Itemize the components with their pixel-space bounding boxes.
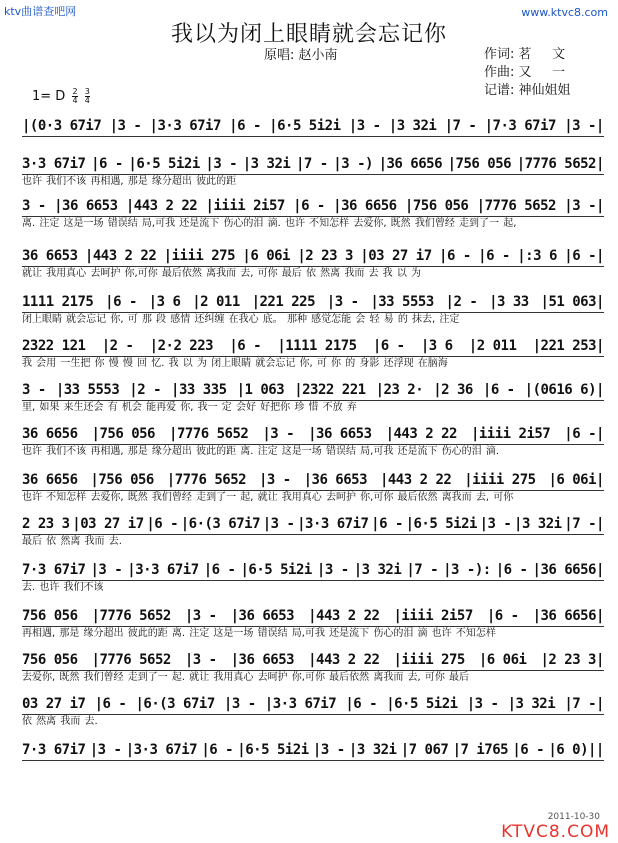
measure: |33 5553 [55,382,120,398]
site-name: ktv曲谱查吧网 [4,5,77,18]
measure: 756 056 [22,608,78,624]
measure: 36 6656 [22,426,78,442]
song-title: 我以为闭上眼睛就会忘记你 [170,22,447,47]
measure: |2 - [445,294,478,310]
measure: |6 - [229,118,261,134]
lyric-line: 就让 我用真心 去呵护 你,可你 最后依然 离我而 去, 可你 最后 依 然离 我而 去 我 以 为 [22,268,422,279]
measure: |6 06i [242,248,290,264]
measure: |3 - [109,118,142,134]
measure: |7 -| [564,696,604,712]
site-url[interactable]: www.ktvc8.com [521,6,608,19]
original-singer: 原唱: 赵小南 [264,48,338,63]
measure: |iiii 275 [393,652,465,668]
notation-line [22,606,604,627]
measure: |7 - [444,118,477,134]
measure: |3 - [223,696,256,712]
measure: |2 - [101,338,134,354]
measure: 03 27 i7 [22,696,86,712]
measure: |443 2 22 [125,198,198,214]
measure: |6 - [512,742,545,758]
measure: |443 2 22 [308,608,380,624]
notation-line [22,292,604,313]
measure: |iiii 2i57 [205,198,285,214]
measure: |6·5 5i2i [237,742,309,758]
measure: |36 6656| [532,562,604,578]
measure: |6·5 5i2i [405,516,477,532]
measure: |3 - [262,516,295,532]
measure: |6 - [293,198,325,214]
measure: |3 - [184,652,217,668]
measure: |6 - [371,516,403,532]
measure: |756 056 [91,426,155,442]
measure: |221 253| [532,338,604,354]
measure: |:3 6 [517,248,557,264]
measure: |3·3 67i7 [125,742,198,758]
measure: |36 6656 [333,198,397,214]
measure: |7 i765 [452,742,509,758]
measure: |6 - [439,248,471,264]
measure: |3·3 67i7 [264,696,337,712]
lyric-line: 也许 不知怎样 去爱你, 既然 我们曾经 走到了一 起, 就让 我用真心 去呵护 你,可你 最后依然 离我而 去, 可你 [22,492,514,503]
measure: |36 6656 [378,156,442,172]
measure: |221 225 [251,294,315,310]
measure: |3 - [326,294,359,310]
notation-line [22,514,604,535]
measure: |2322 221 [294,382,366,398]
measure: 3·3 67i7 [22,156,86,172]
measure: |6 - [203,562,236,578]
measure: |7 067 [400,742,449,758]
measure: |3 -| [564,198,604,214]
measure: |iiii 2i57 [393,608,473,624]
measure: |443 2 22 [379,472,452,488]
measure: |7776 5652 [91,652,171,668]
measure: |3 - [348,118,381,134]
measure: |iiii 2i57 [470,426,551,442]
measure: |6 - [478,248,510,264]
measure: |36 6653 [230,608,295,624]
measure: |6 -| [564,426,604,442]
measure: |756 056 [447,156,512,172]
measure: 3 - [22,382,46,398]
lyric-line: 也许 我们不该 再相遇, 那是 缘分超出 彼此的距 [22,176,237,187]
key-signature [32,88,90,105]
notation-line [22,246,604,267]
measure: 1111 2175 [22,294,94,310]
measure: |3·3 67i7 [127,562,199,578]
measure: |3 -): [443,562,491,578]
credits [484,46,571,100]
measure: 756 056 [22,652,78,668]
measure: |6·5 5i2i [240,562,312,578]
measure: |6·(3 67i7 [135,696,215,712]
measure: |3 - [316,562,349,578]
notation-line [22,196,604,217]
lyricist: 作词: 茗 文 [484,47,566,62]
measure: |756 056 [90,472,154,488]
time-signature-2: $\frac{3}{4}$ [84,87,90,105]
measure: |6 - [345,696,378,712]
measure: |36 6653 [303,472,368,488]
measure: |3 - [479,516,512,532]
lyric-line: 最后 依 然离 我而 去. [22,536,122,547]
measure: |6 - [94,696,127,712]
notation-line [22,116,604,137]
measure: |1111 2175 [277,338,357,354]
lyric-line: 去爱你, 既然 我们曾经 走到了一 起. 就让 我用真心 去呵护 你,可你 最后依然 离我而 去, 可你 最后 [22,672,470,683]
time-signature-1: $\frac{2}{4}$ [72,87,78,105]
measure: |3 33 [489,294,529,310]
measure: |3 32i [507,696,556,712]
notation-line [22,560,604,581]
measure: |2·2 223 [149,338,214,354]
composer: 作曲: 又 一 [484,65,566,80]
measure: |3 32i [348,742,397,758]
measure: 7·3 67i7 [22,562,86,578]
measure: |2 23 3 [297,248,353,264]
notation-line [22,470,604,491]
measure: |3 6 [420,338,453,354]
measure: |7 - [406,562,439,578]
measure: |2 011 [192,294,240,310]
measure: 36 6656 [22,472,78,488]
measure: |51 063| [540,294,604,310]
measure: |6 - [201,742,234,758]
measure: |6 - [105,294,137,310]
lyric-line [22,137,604,151]
measure: |3 - [312,742,345,758]
measure: |3 -| [564,118,604,134]
measure: |(0616 6)| [524,382,604,398]
measure: |7 - [295,156,328,172]
measure: |2 - [129,382,162,398]
lyric-line [22,761,604,775]
notation-line [22,380,604,401]
measure: |7 -| [564,516,604,532]
measure: |03 27 i7 [360,248,432,264]
measure: |6 - [495,562,528,578]
measure: |6 0)|| [548,742,604,758]
lyric-line: 去. 也许 我们不该 [22,582,104,593]
measure: |7776 5652 [169,426,249,442]
notation-line [22,336,604,357]
measure: |3 - [90,562,123,578]
measure: |3 -) [333,156,373,172]
lyric-line: 也许 我们不该 再相遇, 那是 缘分超出 彼此的距 离. 注定 这是一场 错误结 局,可我 还是流下 伤心的泪 滴. [22,446,500,457]
measure: |3·3 67i7 [149,118,221,134]
transcriber: 记谱: 神仙姐姐 [484,83,571,98]
measure: 36 6653 [22,248,78,264]
lyric-line: 我 会用 一生把 你 慢 慢 回 忆. 我 以 为 闭上眼睛 就会忘记 你, 可 你 的 身影 还浮现 在脑海 [22,358,448,369]
measure: |1 063 [236,382,285,398]
date: 2011-10-30 [547,812,600,822]
watermark-logo: KTVC8.COM [501,822,610,842]
measure: |6 -| [564,248,604,264]
measure: |7776 5652| [516,156,604,172]
measure: |23 2· [375,382,424,398]
measure: |36 6653 [308,426,372,442]
notation-line [22,740,604,761]
notation-line [22,154,604,175]
measure: |3 32i [353,562,402,578]
measure: |6 - [486,608,519,624]
lyric-line: 闭上眼睛 就会忘记 你, 可 那 段 感情 还纠缠 在我心 底。 那种 感觉怎能 会 轻 易 的 抹去, 注定 [22,314,460,325]
measure: |7776 5652 [476,198,556,214]
measure: |36 6653 [54,198,118,214]
measure: |7·3 67i7 [484,118,556,134]
measure: |6 - [229,338,262,354]
measure: |3 - [89,742,122,758]
measure: 2322 121 [22,338,86,354]
notation-line [22,694,604,715]
measure: |6 - [372,338,405,354]
lyric-line: 里, 如果 来生还会 有 机会 能再爱 你, 我一 定 会好 好把你 珍 惜 不放 弃 [22,402,357,413]
measure: |(0·3 67i7 [22,118,102,134]
measure: |6 - [91,156,123,172]
measure: |3 - [184,608,217,624]
measure: |2 011 [468,338,517,354]
notation-line [22,424,604,445]
measure: |756 056 [404,198,469,214]
measure: |7776 5652 [166,472,247,488]
measure: |36 6656| [532,608,604,624]
measure: |443 2 22 [84,248,157,264]
measure: |iiii 275 [464,472,536,488]
measure: |3 - [258,472,291,488]
measure: |3 - [262,426,295,442]
measure: |3 - [466,696,499,712]
measure: |03 27 i7 [72,516,144,532]
measure: |33 335 [171,382,227,398]
measure: |3 32i [514,516,562,532]
measure: |6·5 5i2i [269,118,341,134]
lyric-line: 离. 注定 这是一场 错误结 局,可我 还是流下 伤心的泪 滴. 也许 不知怎样 去爱你, 既然 我们曾经 走到了一 起, [22,218,517,229]
measure: |6 06i [478,652,527,668]
measure: |443 2 22 [385,426,457,442]
measure: |6 - [482,382,515,398]
notation-line [22,650,604,671]
measure: |2 23 3| [540,652,604,668]
measure: |443 2 22 [308,652,380,668]
measure: |6 06i| [548,472,604,488]
measure: |7776 5652 [91,608,171,624]
measure: |6 - [146,516,179,532]
lyric-line: 依 然离 我而 去. [22,716,98,727]
measure: |6·(3 67i7 [180,516,261,532]
measure: |3 6 [148,294,181,310]
measure: |2 36 [433,382,473,398]
measure: |iiii 275 [163,248,236,264]
measure: 3 - [22,198,46,214]
measure: |3·3 67i7 [297,516,369,532]
measure: |3 32i [242,156,291,172]
measure: 7·3 67i7 [22,742,86,758]
measure: |33 5553 [370,294,434,310]
measure: |36 6653 [230,652,295,668]
measure: |3 32i [388,118,437,134]
key-label: 1= D [32,89,66,104]
measure: 2 23 3 [22,516,70,532]
measure: |6·5 5i2i [128,156,200,172]
lyric-line: 再相遇, 那是 缘分超出 彼此的距 离. 注定 这是一场 错误结 局,可我 还是流下 伤心的泪 滴 也许 不知怎样 [22,628,496,639]
measure: |3 - [205,156,238,172]
measure: |6·5 5i2i [386,696,458,712]
